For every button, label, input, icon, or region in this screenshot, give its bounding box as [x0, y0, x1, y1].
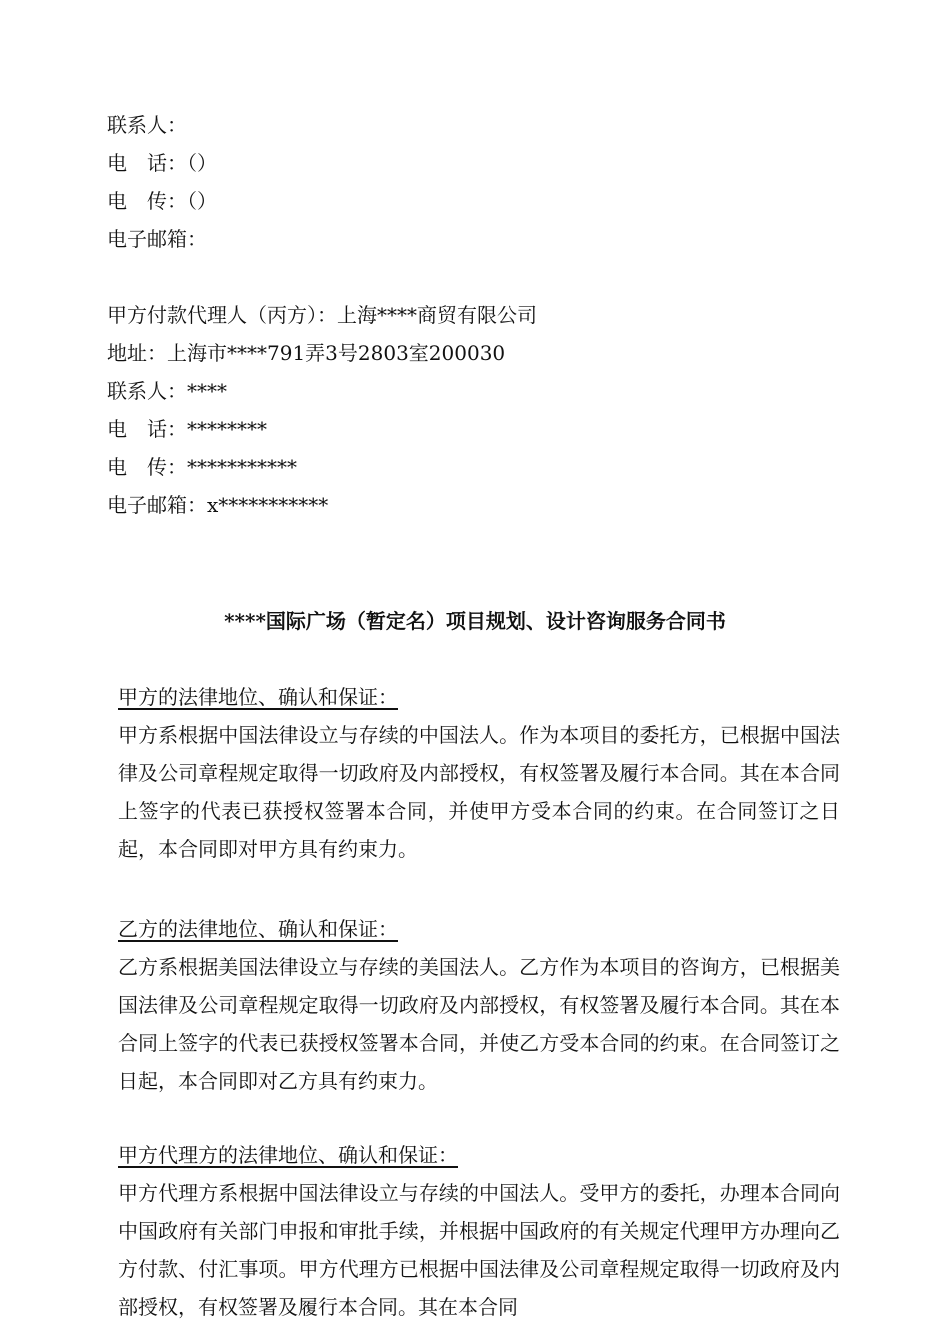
address-line: 地址：上海市****791弄3号2803室200030	[107, 341, 506, 365]
contact-block-payment-agent	[107, 296, 537, 524]
section-party-b	[118, 910, 840, 1100]
section-heading: 乙方的法律地位、确认和保证：	[118, 917, 398, 941]
contact-person-line: 联系人：	[107, 113, 187, 137]
payment-agent-line: 甲方付款代理人（丙方）：上海****商贸有限公司	[107, 303, 537, 327]
section-heading: 甲方的法律地位、确认和保证：	[118, 685, 398, 709]
fax-line: 电 传：（）	[107, 189, 217, 213]
section-body: 乙方系根据美国法律设立与存续的美国法人。乙方作为本项目的咨询方，已根据美国法律及公司章程规定取得一切政府及内部授权，有权签署及履行本合同。其在本合同上签字的代表已获授权签署本合同，并使乙方受本合同的约束。在合同签订之日起，本合同即对乙方具有约束力。	[118, 955, 840, 1093]
section-heading: 甲方代理方的法律地位、确认和保证：	[118, 1143, 458, 1167]
phone-line: 电 话：（）	[107, 151, 217, 175]
email-line: 电子邮箱：	[107, 227, 207, 251]
section-body: 甲方代理方系根据中国法律设立与存续的中国法人。受甲方的委托，办理本合同向中国政府有关部门申报和审批手续，并根据中国政府的有关规定代理甲方办理向乙方付款、付汇事项。甲方代理方已根据中国法律及公司章程规定取得一切政府及内部授权，有权签署及履行本合同。其在本合同	[118, 1181, 840, 1319]
fax-line: 电 传：***********	[107, 455, 297, 479]
section-party-a	[118, 678, 840, 868]
contract-title: ****国际广场（暂定名）项目规划、设计咨询服务合同书	[224, 609, 726, 633]
email-line: 电子邮箱：x***********	[107, 493, 329, 517]
contact-person-line: 联系人：****	[107, 379, 227, 403]
section-body: 甲方系根据中国法律设立与存续的中国法人。作为本项目的委托方，已根据中国法律及公司章程规定取得一切政府及内部授权，有权签署及履行本合同。其在本合同上签字的代表已获授权签署本合同，并使甲方受本合同的约束。在合同签订之日起，本合同即对甲方具有约束力。	[118, 723, 840, 861]
section-party-a-agent	[118, 1136, 840, 1326]
contact-block-first	[107, 106, 217, 258]
phone-line: 电 话：********	[107, 417, 267, 441]
